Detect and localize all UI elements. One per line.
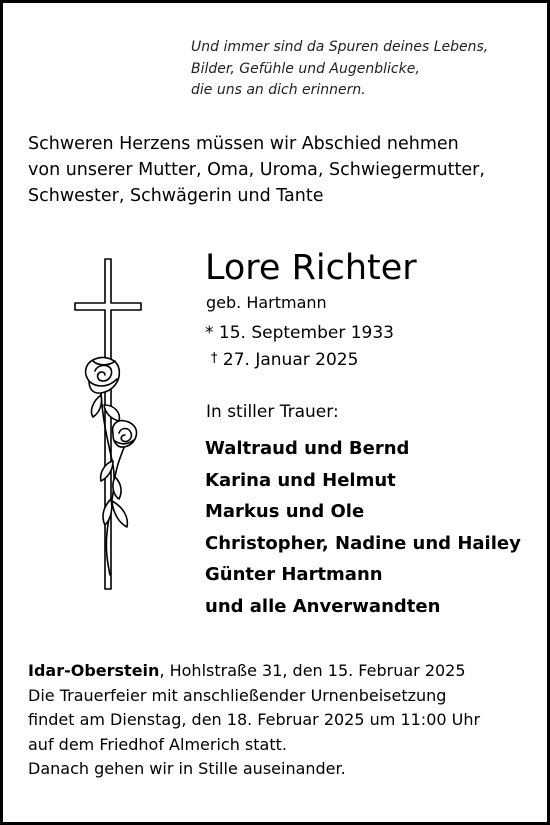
memorial-poem [191, 37, 488, 102]
funeral-detail-line: Die Trauerfeier mit anschließender Urnenbeisetzung [28, 685, 447, 705]
poem-line: Bilder, Gefühle und Augenblicke, [191, 60, 420, 77]
maiden-name: geb. Hartmann [206, 293, 327, 312]
mourner-name: Karina und Helmut [205, 469, 396, 491]
address-date: , Hohlstraße 31, den 15. Februar 2025 [159, 661, 466, 680]
mourner-name: Markus und Ole [205, 501, 365, 522]
poem-line: Und immer sind da Spuren deines Lebens, [191, 39, 489, 55]
intro-line: Schweren Herzens müssen wir Abschied nehmen [28, 134, 459, 154]
place-name: Idar-Oberstein [28, 661, 160, 680]
birth-date: * 15. September 1933 [205, 323, 394, 343]
funeral-detail-line: auf dem Friedhof Almerich statt. [28, 734, 287, 754]
funeral-detail-line: Danach gehen wir in Stille auseinander. [28, 759, 346, 778]
funeral-details [28, 659, 480, 782]
mourner-name: Christopher, Nadine und Hailey [205, 532, 521, 554]
intro-line: Schwester, Schwägerin und Tante [28, 186, 324, 206]
obituary-card [3, 3, 547, 822]
place-date-line [28, 659, 480, 684]
intro-line: von unserer Mutter, Oma, Uroma, Schwiegermutter, [28, 160, 485, 180]
deceased-name: Lore Richter [205, 248, 417, 288]
farewell-intro [28, 131, 485, 209]
mourners-list [205, 433, 521, 622]
mourner-name: und alle Anverwandten [205, 595, 441, 617]
mourner-name: Günter Hartmann [205, 564, 383, 585]
mourning-heading: In stiller Trauer: [206, 402, 339, 422]
cross-with-roses-icon [63, 255, 153, 599]
dagger-icon: † [211, 351, 218, 366]
death-date-line [211, 347, 358, 372]
poem-line: die uns an dich erinnern. [191, 82, 366, 98]
mourner-name: Waltraud und Bernd [205, 438, 410, 459]
funeral-detail-line: findet am Dienstag, den 18. Februar 2025 um 11:00 Uhr [28, 710, 481, 729]
death-date: 27. Januar 2025 [222, 350, 359, 370]
